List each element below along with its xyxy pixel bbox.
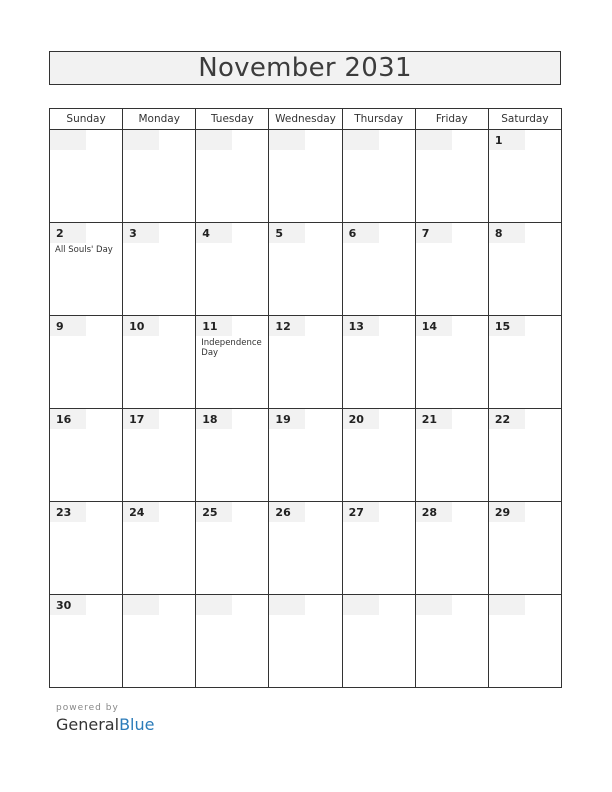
weekday-monday: Monday <box>123 109 196 130</box>
day-cell <box>415 502 488 595</box>
brand-general: General <box>56 715 120 734</box>
day-cell <box>50 223 123 316</box>
day-cell <box>269 130 342 223</box>
week-row <box>50 409 562 502</box>
brand-logo <box>56 715 154 734</box>
day-cell <box>342 502 415 595</box>
day-cell <box>123 409 196 502</box>
day-cell <box>196 223 269 316</box>
day-number <box>489 595 525 615</box>
day-number: 5 <box>269 223 305 243</box>
day-number <box>416 130 452 150</box>
day-number: 9 <box>50 316 86 336</box>
day-cell <box>342 409 415 502</box>
day-number: 23 <box>50 502 86 522</box>
day-cell <box>50 409 123 502</box>
week-row <box>50 502 562 595</box>
day-number: 20 <box>343 409 379 429</box>
day-number: 24 <box>123 502 159 522</box>
week-row <box>50 595 562 688</box>
day-number: 30 <box>50 595 86 615</box>
day-number: 10 <box>123 316 159 336</box>
brand-blue: Blue <box>119 715 155 734</box>
day-cell <box>488 130 561 223</box>
day-number <box>123 130 159 150</box>
day-cell <box>196 595 269 688</box>
weekday-thursday: Thursday <box>342 109 415 130</box>
day-cell <box>123 502 196 595</box>
footer <box>56 703 154 734</box>
day-cell <box>269 316 342 409</box>
day-number: 29 <box>489 502 525 522</box>
day-number: 16 <box>50 409 86 429</box>
weekday-friday: Friday <box>415 109 488 130</box>
weekday-wednesday: Wednesday <box>269 109 342 130</box>
day-number: 8 <box>489 223 525 243</box>
day-cell <box>342 595 415 688</box>
day-cell <box>342 223 415 316</box>
day-number: 6 <box>343 223 379 243</box>
day-number: 19 <box>269 409 305 429</box>
week-row <box>50 223 562 316</box>
day-cell <box>50 130 123 223</box>
day-cell <box>196 502 269 595</box>
day-number: 27 <box>343 502 379 522</box>
day-number: 26 <box>269 502 305 522</box>
day-cell <box>488 223 561 316</box>
day-cell <box>415 595 488 688</box>
day-cell <box>488 316 561 409</box>
day-cell <box>415 130 488 223</box>
weekday-header-row <box>50 109 562 130</box>
calendar-grid <box>49 108 562 688</box>
day-number <box>123 595 159 615</box>
day-number: 4 <box>196 223 232 243</box>
weekday-sunday: Sunday <box>50 109 123 130</box>
holiday-label: Independence Day <box>201 338 262 358</box>
day-cell <box>488 502 561 595</box>
day-number: 7 <box>416 223 452 243</box>
day-number: 14 <box>416 316 452 336</box>
day-cell <box>269 502 342 595</box>
day-cell <box>488 409 561 502</box>
day-number: 22 <box>489 409 525 429</box>
day-cell <box>269 223 342 316</box>
day-number: 17 <box>123 409 159 429</box>
day-cell <box>488 595 561 688</box>
day-number <box>343 130 379 150</box>
day-cell <box>342 130 415 223</box>
day-cell <box>269 409 342 502</box>
weekday-tuesday: Tuesday <box>196 109 269 130</box>
calendar-title-box <box>49 51 561 85</box>
day-number <box>196 595 232 615</box>
day-cell <box>123 316 196 409</box>
day-cell <box>415 316 488 409</box>
weekday-saturday: Saturday <box>488 109 561 130</box>
week-row <box>50 316 562 409</box>
day-cell <box>196 409 269 502</box>
day-number <box>269 130 305 150</box>
week-row <box>50 130 562 223</box>
day-number: 11 <box>196 316 232 336</box>
day-cell <box>196 316 269 409</box>
day-number: 2 <box>50 223 86 243</box>
calendar-title: November 2031 <box>198 53 412 83</box>
day-number: 15 <box>489 316 525 336</box>
day-number: 18 <box>196 409 232 429</box>
day-number: 28 <box>416 502 452 522</box>
day-cell <box>123 130 196 223</box>
day-number: 25 <box>196 502 232 522</box>
day-cell <box>269 595 342 688</box>
powered-by-text: powered by <box>56 703 119 713</box>
day-number <box>196 130 232 150</box>
day-number <box>269 595 305 615</box>
day-cell <box>415 223 488 316</box>
day-number: 12 <box>269 316 305 336</box>
day-cell <box>50 502 123 595</box>
day-cell <box>196 130 269 223</box>
day-number <box>343 595 379 615</box>
day-cell <box>123 595 196 688</box>
day-number <box>50 130 86 150</box>
day-number: 13 <box>343 316 379 336</box>
calendar-body <box>50 130 562 688</box>
day-number: 1 <box>489 130 525 150</box>
day-cell <box>123 223 196 316</box>
day-number <box>416 595 452 615</box>
day-number: 3 <box>123 223 159 243</box>
day-cell <box>415 409 488 502</box>
day-cell <box>50 316 123 409</box>
day-cell <box>342 316 415 409</box>
day-number: 21 <box>416 409 452 429</box>
day-cell <box>50 595 123 688</box>
holiday-label: All Souls' Day <box>55 245 113 255</box>
